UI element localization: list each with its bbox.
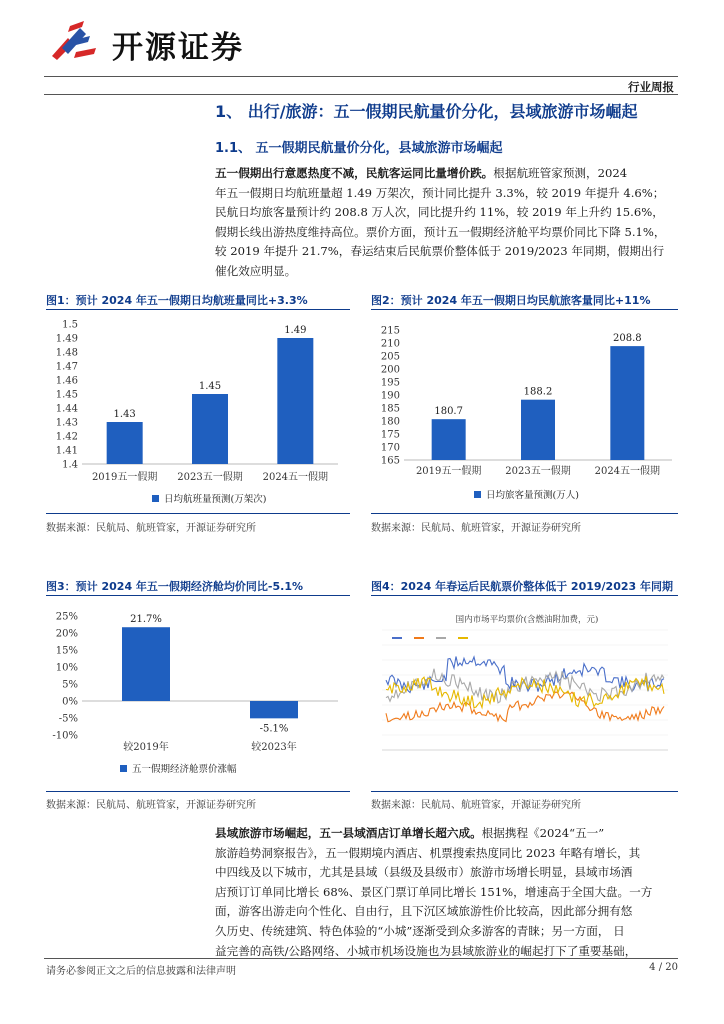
footer-disclaimer: 请务必参阅正文之后的信息披露和法律声明 (46, 966, 236, 977)
company-logo (46, 18, 266, 66)
fig4-title: 图4：2024 年春运后民航票价整体低于 2019/2023 年同期 (371, 580, 674, 593)
y-tick-label: 5% (62, 679, 78, 691)
header-rule-top (44, 76, 678, 77)
fig2-title: 图2：预计 2024 年五一假期日均民航旅客量同比+11% (371, 294, 651, 307)
category-label: 2023五一假期 (177, 472, 243, 483)
y-tick-label: 1.43 (55, 417, 78, 429)
paragraph-1: 五一假期出行意愿热度不减，民航客运同比量增价跌。根据航班管家预测，2024 年五一假期日均航班量超 1.49 万架次，预计同比提升 3.3%，较 2019 年提升 4.6%； 民航日均旅客量预计约 208.8 万人次，同比提升约 11%，较 2019 年上升约 15.6%， 假期长线出游热度维持高位。票价方面，预计五一假期经济舱平均票价同比下降 5.1%， 较 2019 年提升 21.7%，春运结束后民航票价整体低于 2019/2023 年同期，假期出行 催化效应明显。 (215, 166, 666, 278)
y-tick-label: 190 (380, 390, 400, 402)
fig1-bottom-rule (46, 513, 350, 514)
paragraph-2: 县域旅游市场崛起，五一县域酒店订单增长超六成。根据携程《2024“五一” 旅游趋势洞察报告》，五一假期境内酒店、机票搜索热度同比 2023 年略有增长，其 中四线及以下城市，尤其是县域（县级及县级市）旅游市场增长明显，县域市场酒 店预订订单同比增长 68%、景区门票订单同比增长 151%，增速高于全国大盘。一方 面，游客出游走向个性化、自由行，且下沉区域旅游性价比较高，因此部分拥有悠 久历史、传统建筑、特色体验的“小城”逐渐受到众多游客的青睐；另一方面， 日 益完善的高铁/公路网络、小城市机场设施也为县域旅游业的崛起打下了重要基础， (215, 826, 653, 958)
y-tick-label: 175 (380, 429, 400, 441)
bar (277, 338, 313, 464)
bar (521, 400, 555, 460)
y-tick-label: 1.41 (55, 445, 78, 457)
fig4-source: 数据来源：民航局、航班管家，开源证券研究所 (371, 800, 581, 811)
y-tick-label: 185 (380, 403, 400, 415)
series-line (386, 692, 664, 722)
category-label: 2019五一假期 (415, 466, 482, 477)
bar (610, 346, 644, 460)
y-tick-label: 1.49 (55, 333, 78, 345)
y-tick-label: 195 (380, 377, 400, 389)
fig2-bottom-rule (371, 513, 678, 514)
y-tick-label: 1.46 (55, 375, 78, 387)
y-tick-label: 210 (380, 338, 400, 350)
bar (192, 394, 228, 464)
y-tick-label: -5% (58, 713, 78, 725)
bar (107, 422, 143, 464)
data-label: 1.43 (113, 409, 136, 420)
line-chart-title: 国内市场平均票价(含燃油附加费，元) (455, 615, 599, 625)
y-tick-label: 170 (380, 442, 400, 454)
category-label: 2024五一假期 (262, 472, 329, 483)
y-tick-label: 10% (55, 662, 78, 674)
category-label: 较2019年 (123, 742, 169, 753)
paragraph-2-lead: 县域旅游市场崛起，五一县域酒店订单增长超六成。 (215, 826, 482, 840)
y-tick-label: 1.47 (55, 361, 78, 373)
bar (122, 627, 170, 701)
header-rule-bottom (44, 94, 678, 95)
y-tick-label: 180 (380, 416, 400, 428)
fig3-chart (48, 600, 348, 788)
logo-mark-icon (46, 18, 104, 64)
legend-swatch (120, 765, 127, 772)
fig1-source: 数据来源：民航局、航班管家，开源证券研究所 (46, 523, 256, 534)
y-tick-label: 215 (380, 325, 400, 337)
fig4-chart (372, 600, 677, 788)
data-label: -5.1% (259, 723, 289, 735)
y-tick-label: 0% (62, 696, 78, 708)
y-tick-label: 20% (55, 628, 78, 640)
category-label: 2019五一假期 (91, 472, 158, 483)
y-tick-label: 1.42 (55, 431, 78, 443)
legend-swatch (474, 491, 481, 498)
y-tick-label: 1.45 (55, 389, 78, 401)
fig4-title-rule (371, 595, 678, 596)
category-label: 2023五一假期 (505, 466, 571, 477)
data-label: 208.8 (613, 333, 642, 345)
fig3-bottom-rule (46, 791, 350, 792)
y-tick-label: 165 (380, 455, 400, 467)
y-tick-label: 200 (380, 364, 400, 376)
bar (250, 701, 298, 718)
company-name: 开源证券 (112, 30, 244, 66)
y-tick-label: 25% (55, 611, 78, 623)
y-tick-label: 205 (380, 351, 400, 363)
bar (432, 419, 466, 460)
fig1-title-rule (46, 309, 350, 310)
legend-label: 五一假期经济舱票价涨幅 (132, 764, 237, 775)
category-label: 较2023年 (251, 742, 297, 753)
legend-label: 日均旅客量预测(万人) (486, 490, 579, 501)
y-tick-label: -10% (52, 730, 78, 742)
data-label: 180.7 (434, 406, 463, 418)
subsection-heading: 1.1、 五一假期民航量价分化，县域旅游市场崛起 (215, 141, 503, 156)
report-type: 行业周报 (628, 80, 674, 94)
paragraph-1-lead: 五一假期出行意愿热度不减，民航客运同比量增价跌。 (215, 166, 494, 180)
data-label: 1.49 (284, 325, 307, 336)
fig1-chart (48, 314, 348, 509)
fig4-bottom-rule (371, 791, 678, 792)
footer-rule (44, 958, 678, 959)
fig2-source: 数据来源：民航局、航班管家，开源证券研究所 (371, 523, 581, 534)
y-tick-label: 1.48 (55, 347, 78, 359)
y-tick-label: 1.44 (55, 403, 78, 415)
y-tick-label: 15% (55, 645, 78, 657)
page-number: 4 / 20 (649, 962, 678, 973)
y-tick-label: 1.5 (62, 319, 78, 331)
y-tick-label: 1.4 (62, 459, 78, 471)
data-label: 188.2 (523, 386, 553, 398)
fig3-title-rule (46, 595, 350, 596)
fig3-source: 数据来源：民航局、航班管家，开源证券研究所 (46, 800, 256, 811)
data-label: 1.45 (198, 381, 222, 392)
section-heading: 1、 出行/旅游：五一假期民航量价分化，县域旅游市场崛起 (215, 102, 638, 121)
legend-label: 日均航班量预测(万架次) (164, 494, 267, 505)
legend-swatch (152, 495, 159, 502)
fig3-title: 图3：预计 2024 年五一假期经济舱均价同比-5.1% (46, 580, 304, 593)
category-label: 2024五一假期 (594, 466, 661, 477)
fig1-title: 图1：预计 2024 年五一假期日均航班量同比+3.3% (46, 294, 308, 307)
data-label: 21.7% (130, 614, 162, 626)
fig2-chart (372, 314, 677, 509)
fig2-title-rule (371, 309, 678, 310)
